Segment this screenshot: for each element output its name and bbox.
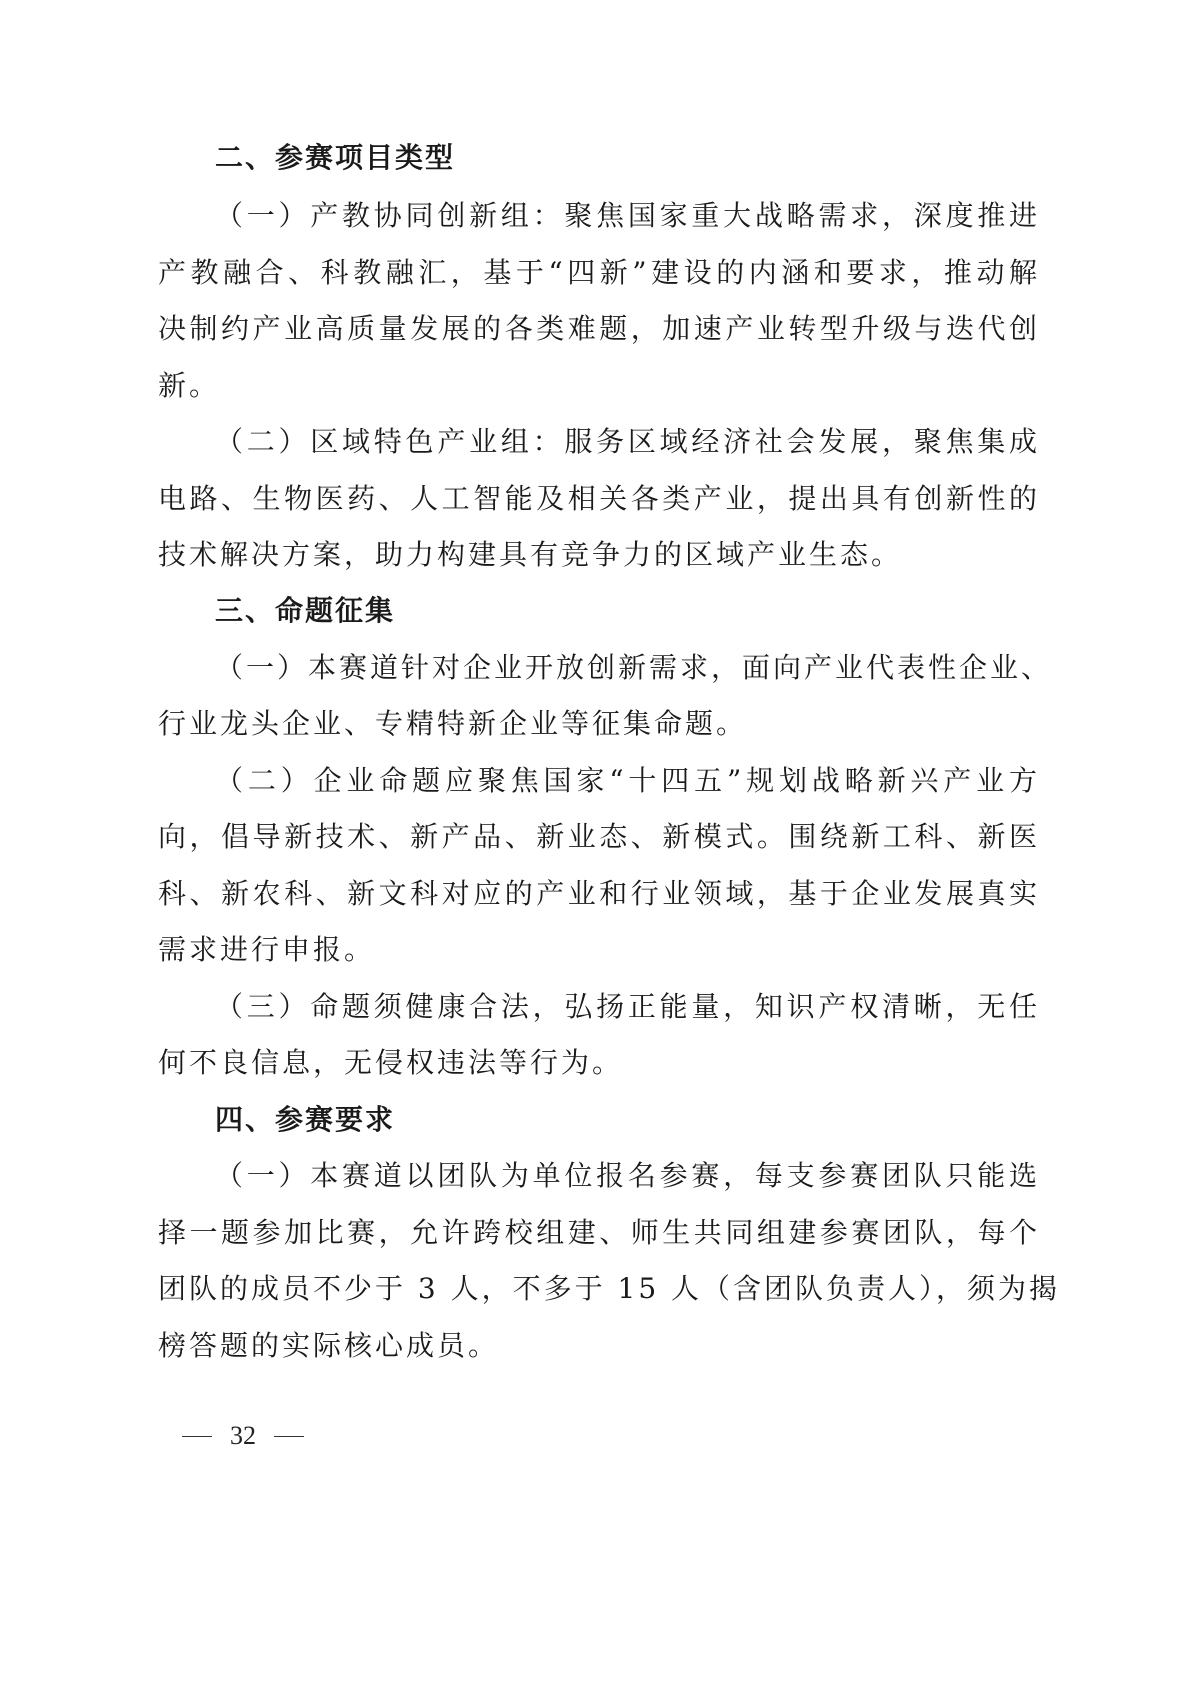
paragraph-line: 向，倡导新技术、新产品、新业态、新模式。围绕新工科、新医: [158, 820, 1040, 853]
paragraph-line: 科、新农科、新文科对应的产业和行业领域，基于企业发展真实: [158, 877, 1040, 910]
paragraph-line: 榜答题的实际核心成员。: [158, 1329, 500, 1362]
page-number: 32: [230, 1421, 256, 1450]
paragraph-line: 团队的成员不少于 3 人，不多于 15 人（含团队负责人），须为揭: [158, 1272, 1061, 1305]
paragraph-line: 电路、生物医药、人工智能及相关各类产业，提出具有创新性的: [158, 482, 1040, 515]
paragraph-line: 新。: [158, 369, 221, 402]
paragraph-line: （二）区域特色产业组：服务区域经济社会发展，聚焦集成: [215, 425, 1040, 458]
paragraph-line: 产教融合、科教融汇，基于“四新”建设的内涵和要求，推动解: [158, 256, 1040, 289]
page-footer: [182, 1421, 322, 1451]
footer-dash-right: [274, 1436, 304, 1437]
paragraph-line: （二）企业命题应聚焦国家“十四五”规划战略新兴产业方: [215, 764, 1040, 797]
section-heading-4: 四、参赛要求: [215, 1103, 396, 1136]
paragraph-line: （一）本赛道以团队为单位报名参赛，每支参赛团队只能选: [215, 1159, 1040, 1192]
paragraph-line: 何不良信息，无侵权违法等行为。: [158, 1046, 624, 1079]
section-heading-2: 二、参赛项目类型: [215, 141, 456, 174]
paragraph-line: （一）本赛道针对企业开放创新需求，面向产业代表性企业、: [215, 651, 1053, 684]
footer-dash-left: [182, 1436, 212, 1437]
paragraph-line: （一）产教协同创新组：聚焦国家重大战略需求，深度推进: [215, 199, 1040, 232]
paragraph-line: （三）命题须健康合法，弘扬正能量，知识产权清晰，无任: [215, 990, 1040, 1023]
paragraph-line: 技术解决方案，助力构建具有竞争力的区域产业生态。: [158, 538, 903, 571]
paragraph-line: 行业龙头企业、专精特新企业等征集命题。: [158, 707, 748, 740]
section-heading-3: 三、命题征集: [215, 594, 396, 627]
paragraph-line: 择一题参加比赛，允许跨校组建、师生共同组建参赛团队，每个: [158, 1216, 1040, 1249]
paragraph-line: 决制约产业高质量发展的各类难题，加速产业转型升级与迭代创: [158, 312, 1040, 345]
paragraph-line: 需求进行申报。: [158, 933, 376, 966]
